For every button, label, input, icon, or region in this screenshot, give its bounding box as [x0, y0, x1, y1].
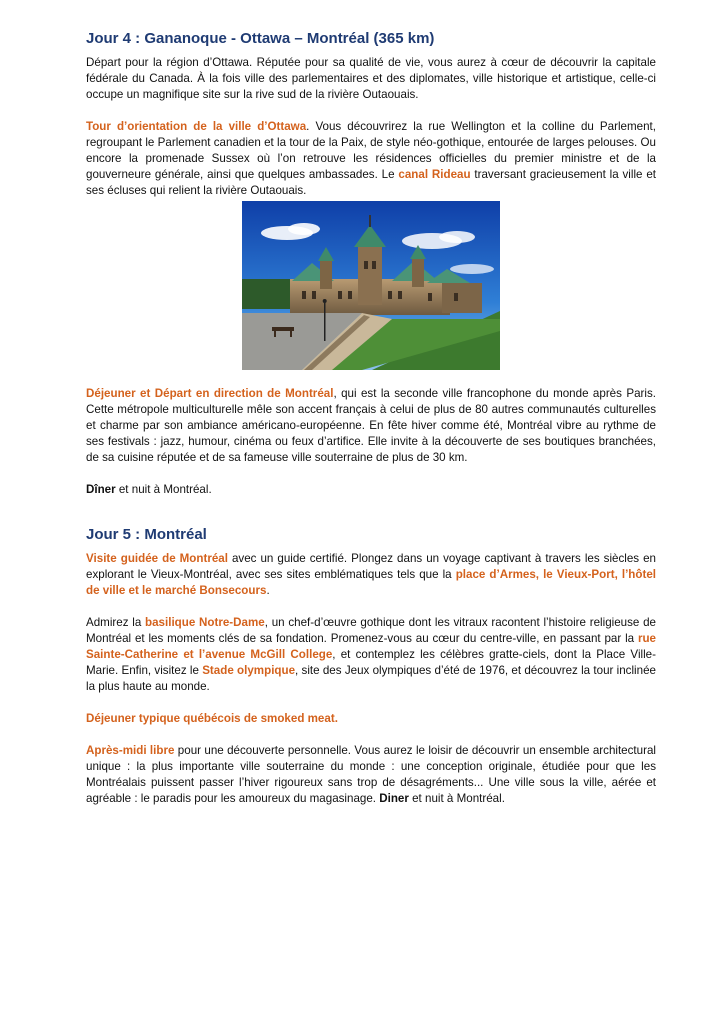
day4-dinner-text: et nuit à Montréal. [115, 483, 212, 496]
montreal-departure-text: , qui est la seconde ville francophone du monde après Paris. Cette métropole multiculturelle mêle son accent français à celui de plus de 80 autres communautés culturelles et charme par son ambiance américano-européenne. En fête hiver comme été, Montréal vibre au rythme de ses festivals : jazz, humour, cinéma ou feux d’artifice. Elle invite à la découverte de ses boutiques branchées, de sa cuisine réputée et de sa fameuse ville souterraine de plus de 30 km. [86, 387, 656, 464]
day5-afternoon-paragraph [86, 743, 656, 807]
day5-dinner-bold: Diner [379, 792, 409, 805]
notre-dame-highlight: basilique Notre-Dame [145, 616, 265, 629]
ottawa-tour-highlight: Tour d’orientation de la ville d’Ottawa [86, 120, 307, 133]
day4-heading: Jour 4 : Gananoque - Ottawa – Montréal (365 km) [86, 30, 435, 47]
day4-dinner-bold: Dîner [86, 483, 116, 496]
skyscrapers-text: , et contemplez les célèbres gratte-ciels, dont la Place Ville-Marie. Enfin, visitez le [86, 648, 656, 677]
day4-dinner-paragraph [86, 482, 656, 498]
olympic-stadium-text: , site des Jeux olympiques d’été de 1976, et découvrez la tour inclinée la plus haute au monde. [86, 664, 656, 693]
rideau-canal-highlight: canal Rideau [398, 168, 471, 181]
day5-notre-dame-paragraph [86, 615, 656, 695]
guided-tour-text: avec un guide certifié. Plongez dans un voyage captivant à travers les siècles en explorant le Vieux-Montréal, avec ses sites emblématiques tels que la [86, 552, 656, 581]
free-afternoon-highlight: Après-midi libre [86, 744, 175, 757]
day4-ottawa-tour-paragraph [86, 119, 656, 199]
day5-heading: Jour 5 : Montréal [86, 526, 207, 543]
guided-tour-end: . [266, 584, 270, 597]
day5-lunch-paragraph [86, 711, 656, 727]
free-afternoon-text: pour une découverte personnelle. Vous aurez le loisir de découvrir un ensemble architectural unique : la plus importante ville souterraine du monde : une conception originale, étudiée pour que les Montréalais puissent passer l’hiver rigoureux sans trop de désagréments... Une ville sous la ville, aérée et agréable : le paradis pour les amoureux du magasinage. [86, 744, 656, 805]
guided-tour-highlight: Visite guidée de Montréal [86, 552, 228, 565]
itinerary-page [86, 30, 656, 807]
old-montreal-sites-highlight: place d’Armes, le Vieux-Port, l’hôtel de ville et le marché Bonsecours [86, 568, 656, 597]
sainte-catherine-highlight: rue Sainte-Catherine et l’avenue McGill College [86, 632, 656, 661]
montreal-departure-highlight: Déjeuner et Départ en direction de Montréal [86, 387, 334, 400]
rideau-canal-text: traversant gracieusement la ville et ses écluses qui relient la rivière Outaouais. [86, 168, 656, 197]
ottawa-tour-text: . Vous découvrirez la rue Wellington et la colline du Parlement, regroupant le Parlement canadien et la tour de la Paix, de style néo-gothique, entourée de larges pelouses. Ou encore la promenade Sussex où l’on retrouve les résidences officielles du premier ministre et de la gouverneure générale, ainsi que quelques ambassades. Le [86, 120, 656, 181]
day5-guided-tour-paragraph [86, 551, 656, 599]
parliament-hill-photo [242, 201, 500, 370]
day4-intro-paragraph: Départ pour la région d’Ottawa. Réputée pour sa qualité de vie, vous aurez à cœur de découvrir la capitale fédérale du Canada. À la fois ville des parlementaires et des diplomates, ville historique et artistique, celle-ci occupe un magnifique site sur la rive sud de la rivière Outaouais. [86, 56, 656, 101]
smoked-meat-lunch-highlight: Déjeuner typique québécois de smoked meat. [86, 712, 338, 725]
olympic-stadium-highlight: Stade olympique [202, 664, 296, 677]
day4-montreal-departure-paragraph [86, 386, 656, 466]
notre-dame-intro: Admirez la [86, 616, 146, 629]
notre-dame-text: , un chef-d’œuvre gothique dont les vitraux racontent l’histoire religieuse de Montréal et les moments clés de sa fondation. Promenez-vous au cœur du centre-ville, en passant par la [86, 616, 656, 645]
day5-dinner-text: et nuit à Montréal. [408, 792, 505, 805]
